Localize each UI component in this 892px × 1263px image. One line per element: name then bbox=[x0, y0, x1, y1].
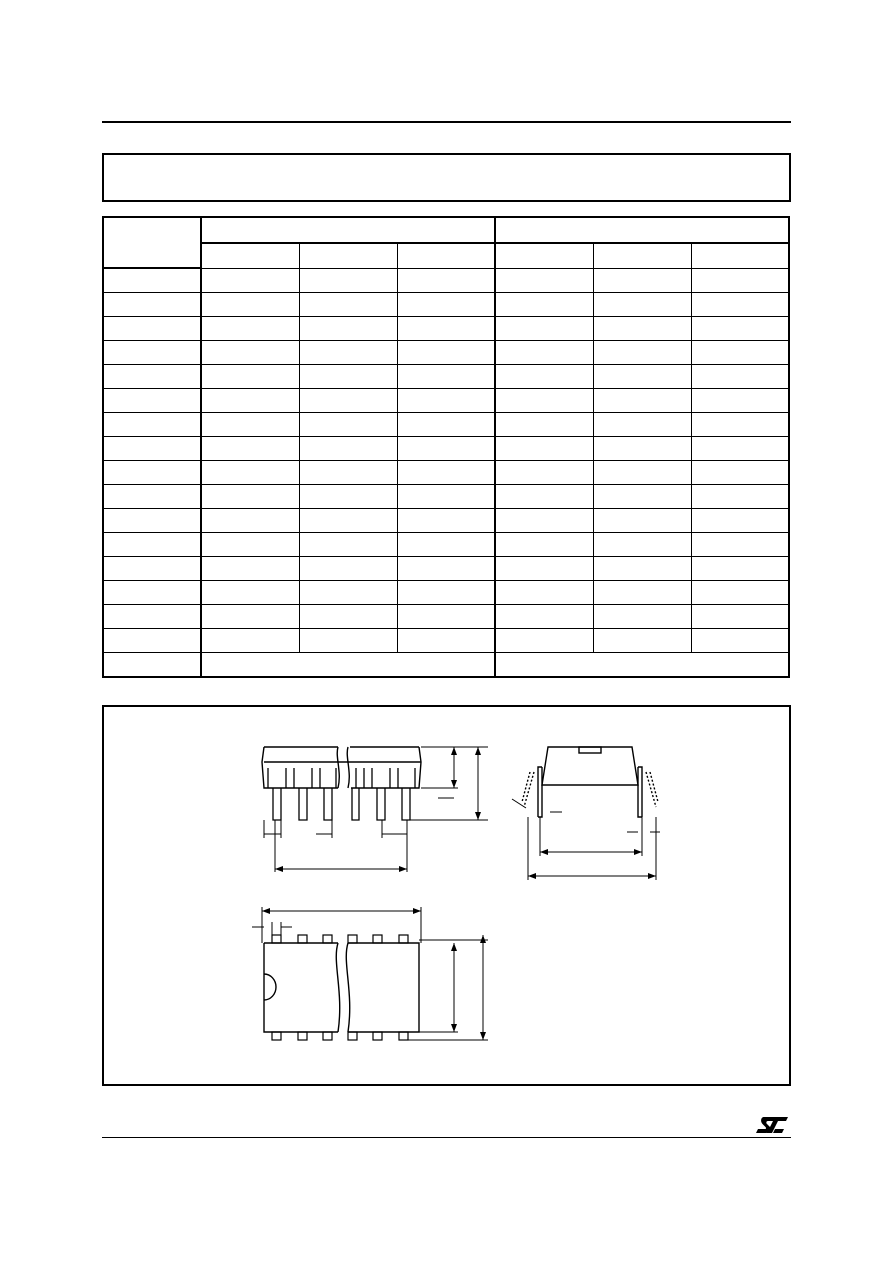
table-cell bbox=[593, 413, 691, 437]
table-cell bbox=[201, 581, 299, 605]
dim-symbol bbox=[103, 268, 201, 293]
top-view bbox=[252, 907, 488, 1040]
table-cell bbox=[691, 293, 789, 317]
table-cell bbox=[201, 389, 299, 413]
table-row bbox=[103, 629, 789, 653]
table-cell bbox=[299, 461, 397, 485]
table-cell bbox=[397, 365, 495, 389]
dim-symbol bbox=[103, 581, 201, 605]
table-cell bbox=[299, 533, 397, 557]
table-cell bbox=[397, 533, 495, 557]
table-cell bbox=[495, 268, 593, 293]
sub-header bbox=[299, 243, 397, 268]
table-cell bbox=[299, 268, 397, 293]
table-cell bbox=[397, 293, 495, 317]
dim-header bbox=[103, 217, 201, 268]
table-cell bbox=[691, 605, 789, 629]
table-cell bbox=[397, 605, 495, 629]
table-cell bbox=[495, 629, 593, 653]
table-cell bbox=[495, 317, 593, 341]
table-cell bbox=[397, 461, 495, 485]
table-cell bbox=[593, 533, 691, 557]
dim-symbol bbox=[103, 485, 201, 509]
table-cell bbox=[691, 365, 789, 389]
table-cell bbox=[691, 437, 789, 461]
table-cell bbox=[495, 653, 789, 678]
table-cell bbox=[299, 437, 397, 461]
dim-symbol bbox=[103, 509, 201, 533]
table-cell bbox=[593, 317, 691, 341]
table-cell bbox=[201, 317, 299, 341]
sub-header bbox=[201, 243, 299, 268]
table-cell bbox=[495, 365, 593, 389]
header-rule bbox=[102, 121, 791, 123]
table-row bbox=[103, 268, 789, 293]
table-cell bbox=[691, 389, 789, 413]
table-row bbox=[103, 605, 789, 629]
table-cell bbox=[691, 629, 789, 653]
table-cell bbox=[691, 341, 789, 365]
table-cell bbox=[593, 557, 691, 581]
table-row bbox=[103, 389, 789, 413]
end-view bbox=[512, 747, 660, 880]
table-cell bbox=[593, 605, 691, 629]
table-cell bbox=[593, 341, 691, 365]
table-cell bbox=[593, 461, 691, 485]
sub-header bbox=[397, 243, 495, 268]
table-cell bbox=[299, 605, 397, 629]
table-cell bbox=[495, 485, 593, 509]
table-cell bbox=[691, 268, 789, 293]
table-cell bbox=[495, 437, 593, 461]
dim-symbol bbox=[103, 317, 201, 341]
table-row bbox=[103, 437, 789, 461]
dim-symbol bbox=[103, 557, 201, 581]
table-row bbox=[103, 461, 789, 485]
table-header-row bbox=[103, 217, 789, 243]
sub-header bbox=[495, 243, 593, 268]
outline-svg bbox=[104, 707, 789, 1084]
table-row bbox=[103, 533, 789, 557]
table-cell bbox=[201, 629, 299, 653]
table-cell bbox=[691, 581, 789, 605]
table-row bbox=[103, 341, 789, 365]
table-cell bbox=[397, 557, 495, 581]
table-cell bbox=[495, 341, 593, 365]
dim-symbol bbox=[103, 461, 201, 485]
st-logo-icon bbox=[754, 1115, 790, 1135]
table-cell bbox=[201, 413, 299, 437]
table-cell bbox=[397, 437, 495, 461]
table-cell bbox=[201, 341, 299, 365]
dim-symbol bbox=[103, 605, 201, 629]
table-row bbox=[103, 653, 789, 678]
table-cell bbox=[201, 485, 299, 509]
footer-rule bbox=[102, 1137, 791, 1138]
dim-symbol bbox=[103, 413, 201, 437]
table-cell bbox=[299, 389, 397, 413]
table-row bbox=[103, 317, 789, 341]
table-cell bbox=[691, 317, 789, 341]
dimensions-table bbox=[102, 216, 790, 678]
table-row bbox=[103, 557, 789, 581]
table-cell bbox=[299, 509, 397, 533]
table-cell bbox=[593, 437, 691, 461]
table-cell bbox=[495, 413, 593, 437]
table-cell bbox=[299, 317, 397, 341]
table-cell bbox=[691, 557, 789, 581]
package-title-box bbox=[102, 153, 791, 202]
table-cell bbox=[593, 389, 691, 413]
table-row bbox=[103, 581, 789, 605]
table-cell bbox=[299, 341, 397, 365]
table-cell bbox=[397, 317, 495, 341]
table-row bbox=[103, 413, 789, 437]
package-outline-drawing bbox=[102, 705, 791, 1086]
table-cell bbox=[593, 293, 691, 317]
table-cell bbox=[397, 509, 495, 533]
table-cell bbox=[593, 581, 691, 605]
table-cell bbox=[593, 365, 691, 389]
table-cell bbox=[593, 485, 691, 509]
table-cell bbox=[495, 533, 593, 557]
table-cell bbox=[495, 605, 593, 629]
table-cell bbox=[495, 461, 593, 485]
table-row bbox=[103, 293, 789, 317]
table-cell bbox=[593, 509, 691, 533]
table-cell bbox=[201, 365, 299, 389]
dim-symbol bbox=[103, 533, 201, 557]
table-cell bbox=[495, 557, 593, 581]
table-cell bbox=[691, 413, 789, 437]
table-cell bbox=[299, 581, 397, 605]
table-cell bbox=[495, 293, 593, 317]
dim-symbol bbox=[103, 293, 201, 317]
table-cell bbox=[397, 413, 495, 437]
table-cell bbox=[397, 341, 495, 365]
table-cell bbox=[495, 509, 593, 533]
table-row bbox=[103, 509, 789, 533]
table-cell bbox=[201, 557, 299, 581]
table-cell bbox=[397, 581, 495, 605]
table-cell bbox=[397, 629, 495, 653]
table-row bbox=[103, 365, 789, 389]
table-cell bbox=[397, 268, 495, 293]
table-cell bbox=[299, 293, 397, 317]
table-cell bbox=[201, 437, 299, 461]
side-view bbox=[262, 747, 488, 872]
col-group-header bbox=[201, 217, 495, 243]
table-cell bbox=[201, 293, 299, 317]
table-cell bbox=[691, 509, 789, 533]
table-cell bbox=[299, 557, 397, 581]
sub-header bbox=[593, 243, 691, 268]
dim-symbol bbox=[103, 341, 201, 365]
table-cell bbox=[201, 653, 495, 678]
table-row bbox=[103, 485, 789, 509]
table-cell bbox=[201, 533, 299, 557]
table-subheader-row bbox=[103, 243, 789, 268]
table-cell bbox=[299, 629, 397, 653]
table-cell bbox=[495, 581, 593, 605]
table-cell bbox=[201, 509, 299, 533]
sub-header bbox=[691, 243, 789, 268]
table-cell bbox=[299, 413, 397, 437]
dim-symbol bbox=[103, 629, 201, 653]
table-cell bbox=[593, 629, 691, 653]
dim-symbol bbox=[103, 437, 201, 461]
table-cell bbox=[299, 365, 397, 389]
table-cell bbox=[201, 268, 299, 293]
table-cell bbox=[397, 389, 495, 413]
table-cell bbox=[593, 268, 691, 293]
dim-symbol bbox=[103, 653, 201, 678]
table-cell bbox=[201, 461, 299, 485]
table-cell bbox=[691, 533, 789, 557]
dim-symbol bbox=[103, 389, 201, 413]
table-cell bbox=[299, 485, 397, 509]
table-cell bbox=[691, 485, 789, 509]
table-cell bbox=[691, 461, 789, 485]
col-group-header bbox=[495, 217, 789, 243]
table-cell bbox=[495, 389, 593, 413]
table-cell bbox=[397, 485, 495, 509]
table-cell bbox=[201, 605, 299, 629]
dim-symbol bbox=[103, 365, 201, 389]
